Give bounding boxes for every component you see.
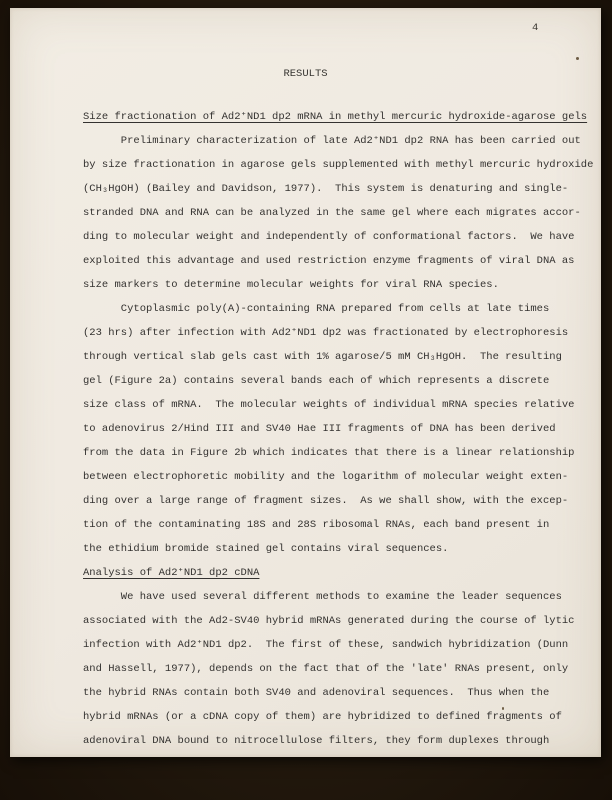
text-line: size markers to determine molecular weights for viral RNA species.: [83, 279, 499, 291]
paragraph-1: [83, 129, 595, 297]
ink-speck: [502, 707, 504, 710]
text-line: Preliminary characterization of late Ad2⁺ND1 dp2 RNA has been carried out: [83, 135, 581, 147]
text-line: between electrophoretic mobility and the logarithm of molecular weight exten-: [83, 471, 569, 483]
text-line: the hybrid RNAs contain both SV40 and adenoviral sequences. Thus when the: [83, 687, 550, 699]
text-line: by size fractionation in agarose gels supplemented with methyl mercuric hydroxide: [83, 159, 594, 171]
section-title: RESULTS: [283, 68, 328, 80]
text-line: infection with Ad2⁺ND1 dp2. The first of these, sandwich hybridization (Dunn: [83, 639, 569, 651]
text-line: stranded DNA and RNA can be analyzed in the same gel where each migrates accor-: [83, 207, 581, 219]
text-line: size class of mRNA. The molecular weights of individual mRNA species relative: [83, 399, 575, 411]
paper-page: [10, 8, 601, 757]
text-line: and Hassell, 1977), depends on the fact that of the 'late' RNAs present, only: [83, 663, 569, 675]
paragraph-2: [83, 297, 595, 561]
text-line: exploited this advantage and used restriction enzyme fragments of viral DNA as: [83, 255, 575, 267]
heading-analysis-cdna: Analysis of Ad2⁺ND1 dp2 cDNA: [83, 567, 260, 579]
text-line: ding over a large range of fragment sizes. As we shall show, with the excep-: [83, 495, 569, 507]
page-number: 4: [532, 22, 539, 34]
text-line: (CH₃HgOH) (Bailey and Davidson, 1977). This system is denaturing and single-: [83, 183, 569, 195]
text-line: gel (Figure 2a) contains several bands each of which represents a discrete: [83, 375, 550, 387]
text-line: Cytoplasmic poly(A)-containing RNA prepared from cells at late times: [83, 303, 550, 315]
text-line: hybrid mRNAs (or a cDNA copy of them) are hybridized to defined fragments of: [83, 711, 562, 723]
heading-size-fractionation: Size fractionation of Ad2⁺ND1 dp2 mRNA in methyl mercuric hydroxide-agarose gels: [83, 111, 588, 123]
text-line: the ethidium bromide stained gel contains viral sequences.: [83, 543, 449, 555]
text-line: (23 hrs) after infection with Ad2⁺ND1 dp2 was fractionated by electrophoresis: [83, 327, 569, 339]
text-line: associated with the Ad2-SV40 hybrid mRNAs generated during the course of lytic: [83, 615, 575, 627]
text-line: to adenovirus 2/Hind III and SV40 Hae III fragments of DNA has been derived: [83, 423, 556, 435]
ink-speck: [576, 57, 579, 60]
text-line: through vertical slab gels cast with 1% agarose/5 mM CH₃HgOH. The resulting: [83, 351, 562, 363]
text-line: We have used several different methods to examine the leader sequences: [83, 591, 562, 603]
text-line: adenoviral DNA bound to nitrocellulose filters, they form duplexes through: [83, 735, 550, 747]
text-line: tion of the contaminating 18S and 28S ribosomal RNAs, each band present in: [83, 519, 550, 531]
paragraph-3: [83, 585, 595, 753]
page-body: [83, 105, 595, 753]
text-line: from the data in Figure 2b which indicates that there is a linear relationship: [83, 447, 575, 459]
text-line: ding to molecular weight and independently of conformational factors. We have: [83, 231, 575, 243]
